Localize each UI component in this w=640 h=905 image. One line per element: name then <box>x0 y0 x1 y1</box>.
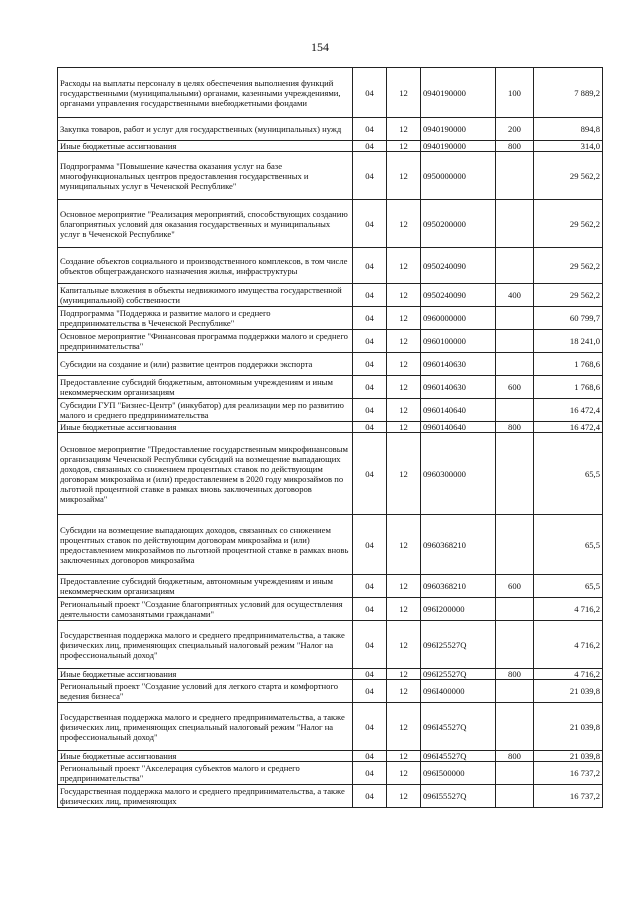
row-expense-type <box>496 152 534 200</box>
row-section: 04 <box>353 762 387 785</box>
row-name: Подпрограмма "Поддержка и развитие малого и среднего предпринимательства в Чеченской Республике" <box>58 307 353 330</box>
row-expense-type <box>496 785 534 808</box>
row-subsection: 12 <box>387 433 421 515</box>
row-section: 04 <box>353 598 387 621</box>
row-expense-type <box>496 621 534 669</box>
row-target-article: 096I45527Q <box>421 751 496 762</box>
row-name: Региональный проект "Создание условий для легкого старта и комфортного ведения бизнеса" <box>58 680 353 703</box>
row-name: Предоставление субсидий бюджетным, автономным учреждениям и иным некоммерческим организациям <box>58 376 353 399</box>
row-amount: 29 562,2 <box>534 152 603 200</box>
table-row <box>58 433 603 515</box>
row-section: 04 <box>353 141 387 152</box>
row-expense-type <box>496 399 534 422</box>
row-section: 04 <box>353 307 387 330</box>
row-amount: 65,5 <box>534 433 603 515</box>
row-subsection: 12 <box>387 307 421 330</box>
row-amount: 21 039,8 <box>534 751 603 762</box>
table-row <box>58 330 603 353</box>
row-target-article: 0950240090 <box>421 284 496 307</box>
row-name: Государственная поддержка малого и среднего предпринимательства, а также физических лиц, применяющих <box>58 785 353 808</box>
row-name: Региональный проект "Акселерация субъектов малого и среднего предпринимательства" <box>58 762 353 785</box>
row-amount: 21 039,8 <box>534 680 603 703</box>
row-expense-type <box>496 703 534 751</box>
row-name: Субсидии на возмещение выпадающих доходов, связанных со снижением процентных ставок по действующим договорам микрозайма и (или) предоставлением микрозаймов по льготной процентной ставке в рамках вновь заключенных договоров микрозайма <box>58 515 353 575</box>
row-subsection: 12 <box>387 515 421 575</box>
row-target-article: 096I200000 <box>421 598 496 621</box>
row-expense-type <box>496 515 534 575</box>
row-expense-type <box>496 433 534 515</box>
row-amount: 1 768,6 <box>534 353 603 376</box>
row-amount: 4 716,2 <box>534 598 603 621</box>
row-target-article: 0960300000 <box>421 433 496 515</box>
row-subsection: 12 <box>387 680 421 703</box>
budget-table <box>57 67 603 808</box>
row-subsection: 12 <box>387 284 421 307</box>
row-amount: 1 768,6 <box>534 376 603 399</box>
row-expense-type: 800 <box>496 669 534 680</box>
row-name: Основное мероприятие "Предоставление государственным микрофинансовым организациям Чеченской Республики субсидий на возмещение выпадающих доходов, связанных со снижением процентных ставок по действующим договорам микрозайма и (или) предоставлением в 2020 году микрозаймов по льготной процентной ставке в рамках вновь заключенных договоров микрозайма" <box>58 433 353 515</box>
row-name: Предоставление субсидий бюджетным, автономным учреждениям и иным некоммерческим организациям <box>58 575 353 598</box>
row-target-article: 0960368210 <box>421 575 496 598</box>
row-section: 04 <box>353 785 387 808</box>
row-name: Закупка товаров, работ и услуг для государственных (муниципальных) нужд <box>58 118 353 141</box>
row-name: Региональный проект "Создание благоприятных условий для осуществления деятельности самозанятыми гражданами" <box>58 598 353 621</box>
row-expense-type <box>496 353 534 376</box>
row-name: Создание объектов социального и производственного комплексов, в том числе объектов общегражданского назначения жилья, инфраструктуры <box>58 248 353 284</box>
row-section: 04 <box>353 575 387 598</box>
row-subsection: 12 <box>387 68 421 118</box>
table-row <box>58 200 603 248</box>
table-row <box>58 68 603 118</box>
row-expense-type <box>496 248 534 284</box>
table-row <box>58 703 603 751</box>
row-name: Государственная поддержка малого и среднего предпринимательства, а также физических лиц, применяющих специальный налоговый режим "Налог на профессиональный доход" <box>58 621 353 669</box>
row-expense-type: 800 <box>496 141 534 152</box>
table-row <box>58 680 603 703</box>
row-amount: 4 716,2 <box>534 669 603 680</box>
table-row <box>58 118 603 141</box>
row-section: 04 <box>353 353 387 376</box>
row-target-article: 0960140640 <box>421 399 496 422</box>
row-target-article: 0940190000 <box>421 141 496 152</box>
row-amount: 16 737,2 <box>534 785 603 808</box>
row-subsection: 12 <box>387 399 421 422</box>
row-amount: 65,5 <box>534 515 603 575</box>
row-name: Государственная поддержка малого и среднего предпринимательства, а также физических лиц, применяющих специальный налоговый режим "Налог на профессиональный доход" <box>58 703 353 751</box>
row-subsection: 12 <box>387 376 421 399</box>
row-section: 04 <box>353 680 387 703</box>
table-row <box>58 307 603 330</box>
row-target-article: 0950240090 <box>421 248 496 284</box>
row-expense-type <box>496 680 534 703</box>
row-expense-type <box>496 307 534 330</box>
row-amount: 16 472,4 <box>534 399 603 422</box>
row-section: 04 <box>353 433 387 515</box>
row-name: Подпрограмма "Повышение качества оказания услуг на базе многофункциональных центров предоставления государственных и муниципальных услуг в Чеченской Республике" <box>58 152 353 200</box>
row-amount: 21 039,8 <box>534 703 603 751</box>
row-target-article: 096I45527Q <box>421 703 496 751</box>
row-amount: 16 472,4 <box>534 422 603 433</box>
table-row <box>58 376 603 399</box>
row-amount: 16 737,2 <box>534 762 603 785</box>
row-target-article: 0960140630 <box>421 353 496 376</box>
row-name: Иные бюджетные ассигнования <box>58 422 353 433</box>
table-row <box>58 669 603 680</box>
row-amount: 29 562,2 <box>534 200 603 248</box>
table-row <box>58 621 603 669</box>
row-subsection: 12 <box>387 751 421 762</box>
row-target-article: 096I25527Q <box>421 621 496 669</box>
row-section: 04 <box>353 669 387 680</box>
row-target-article: 0960140640 <box>421 422 496 433</box>
row-target-article: 096I55527Q <box>421 785 496 808</box>
row-subsection: 12 <box>387 152 421 200</box>
row-expense-type <box>496 598 534 621</box>
row-amount: 18 241,0 <box>534 330 603 353</box>
table-row <box>58 141 603 152</box>
row-target-article: 0950200000 <box>421 200 496 248</box>
row-subsection: 12 <box>387 621 421 669</box>
table-row <box>58 284 603 307</box>
row-expense-type: 600 <box>496 376 534 399</box>
row-target-article: 0960100000 <box>421 330 496 353</box>
row-amount: 4 716,2 <box>534 621 603 669</box>
row-target-article: 0940190000 <box>421 68 496 118</box>
row-section: 04 <box>353 621 387 669</box>
row-section: 04 <box>353 284 387 307</box>
row-section: 04 <box>353 422 387 433</box>
row-amount: 29 562,2 <box>534 248 603 284</box>
row-amount: 894,8 <box>534 118 603 141</box>
row-subsection: 12 <box>387 669 421 680</box>
row-subsection: 12 <box>387 248 421 284</box>
row-subsection: 12 <box>387 598 421 621</box>
row-target-article: 096I500000 <box>421 762 496 785</box>
row-target-article: 0960000000 <box>421 307 496 330</box>
row-name: Иные бюджетные ассигнования <box>58 669 353 680</box>
row-section: 04 <box>353 152 387 200</box>
row-expense-type: 200 <box>496 118 534 141</box>
table-row <box>58 353 603 376</box>
row-subsection: 12 <box>387 200 421 248</box>
row-amount: 7 889,2 <box>534 68 603 118</box>
row-name: Иные бюджетные ассигнования <box>58 751 353 762</box>
row-name: Капитальные вложения в объекты недвижимого имущества государственной (муниципальной) собственности <box>58 284 353 307</box>
row-target-article: 0950000000 <box>421 152 496 200</box>
row-subsection: 12 <box>387 575 421 598</box>
row-section: 04 <box>353 376 387 399</box>
row-target-article: 0960368210 <box>421 515 496 575</box>
table-row <box>58 598 603 621</box>
table-row <box>58 248 603 284</box>
table-row <box>58 762 603 785</box>
row-name: Субсидии ГУП "Бизнес-Центр" (инкубатор) для реализации мер по развитию малого и среднего предпринимательства <box>58 399 353 422</box>
row-section: 04 <box>353 703 387 751</box>
table-row <box>58 785 603 808</box>
row-section: 04 <box>353 751 387 762</box>
row-subsection: 12 <box>387 762 421 785</box>
row-section: 04 <box>353 68 387 118</box>
row-target-article: 0960140630 <box>421 376 496 399</box>
row-expense-type: 400 <box>496 284 534 307</box>
row-expense-type <box>496 762 534 785</box>
row-name: Основное мероприятие "Финансовая программа поддержки малого и среднего предпринимательства" <box>58 330 353 353</box>
row-amount: 29 562,2 <box>534 284 603 307</box>
row-target-article: 096I25527Q <box>421 669 496 680</box>
table-row <box>58 399 603 422</box>
row-name: Расходы на выплаты персоналу в целях обеспечения выполнения функций государственными (муниципальными) органами, казенными учреждениями, органами управления государственными внебюджетными фондами <box>58 68 353 118</box>
row-expense-type <box>496 200 534 248</box>
table-row <box>58 751 603 762</box>
table-row <box>58 515 603 575</box>
row-expense-type: 100 <box>496 68 534 118</box>
row-section: 04 <box>353 399 387 422</box>
row-name: Субсидии на создание и (или) развитие центров поддержки экспорта <box>58 353 353 376</box>
row-section: 04 <box>353 118 387 141</box>
row-expense-type: 800 <box>496 751 534 762</box>
table-row <box>58 575 603 598</box>
row-subsection: 12 <box>387 785 421 808</box>
row-subsection: 12 <box>387 118 421 141</box>
row-expense-type <box>496 330 534 353</box>
row-target-article: 096I400000 <box>421 680 496 703</box>
row-expense-type: 600 <box>496 575 534 598</box>
row-subsection: 12 <box>387 353 421 376</box>
row-name: Основное мероприятие "Реализация мероприятий, способствующих созданию благоприятных условий для оказания государственных и муниципальных услуг в Чеченской Республике" <box>58 200 353 248</box>
row-name: Иные бюджетные ассигнования <box>58 141 353 152</box>
table-row <box>58 152 603 200</box>
row-section: 04 <box>353 248 387 284</box>
row-expense-type: 800 <box>496 422 534 433</box>
row-subsection: 12 <box>387 422 421 433</box>
row-section: 04 <box>353 515 387 575</box>
row-subsection: 12 <box>387 141 421 152</box>
page-number: 154 <box>311 40 329 54</box>
row-subsection: 12 <box>387 703 421 751</box>
row-target-article: 0940190000 <box>421 118 496 141</box>
row-amount: 65,5 <box>534 575 603 598</box>
row-subsection: 12 <box>387 330 421 353</box>
row-section: 04 <box>353 330 387 353</box>
table-row <box>58 422 603 433</box>
row-amount: 60 799,7 <box>534 307 603 330</box>
row-section: 04 <box>353 200 387 248</box>
row-amount: 314,0 <box>534 141 603 152</box>
